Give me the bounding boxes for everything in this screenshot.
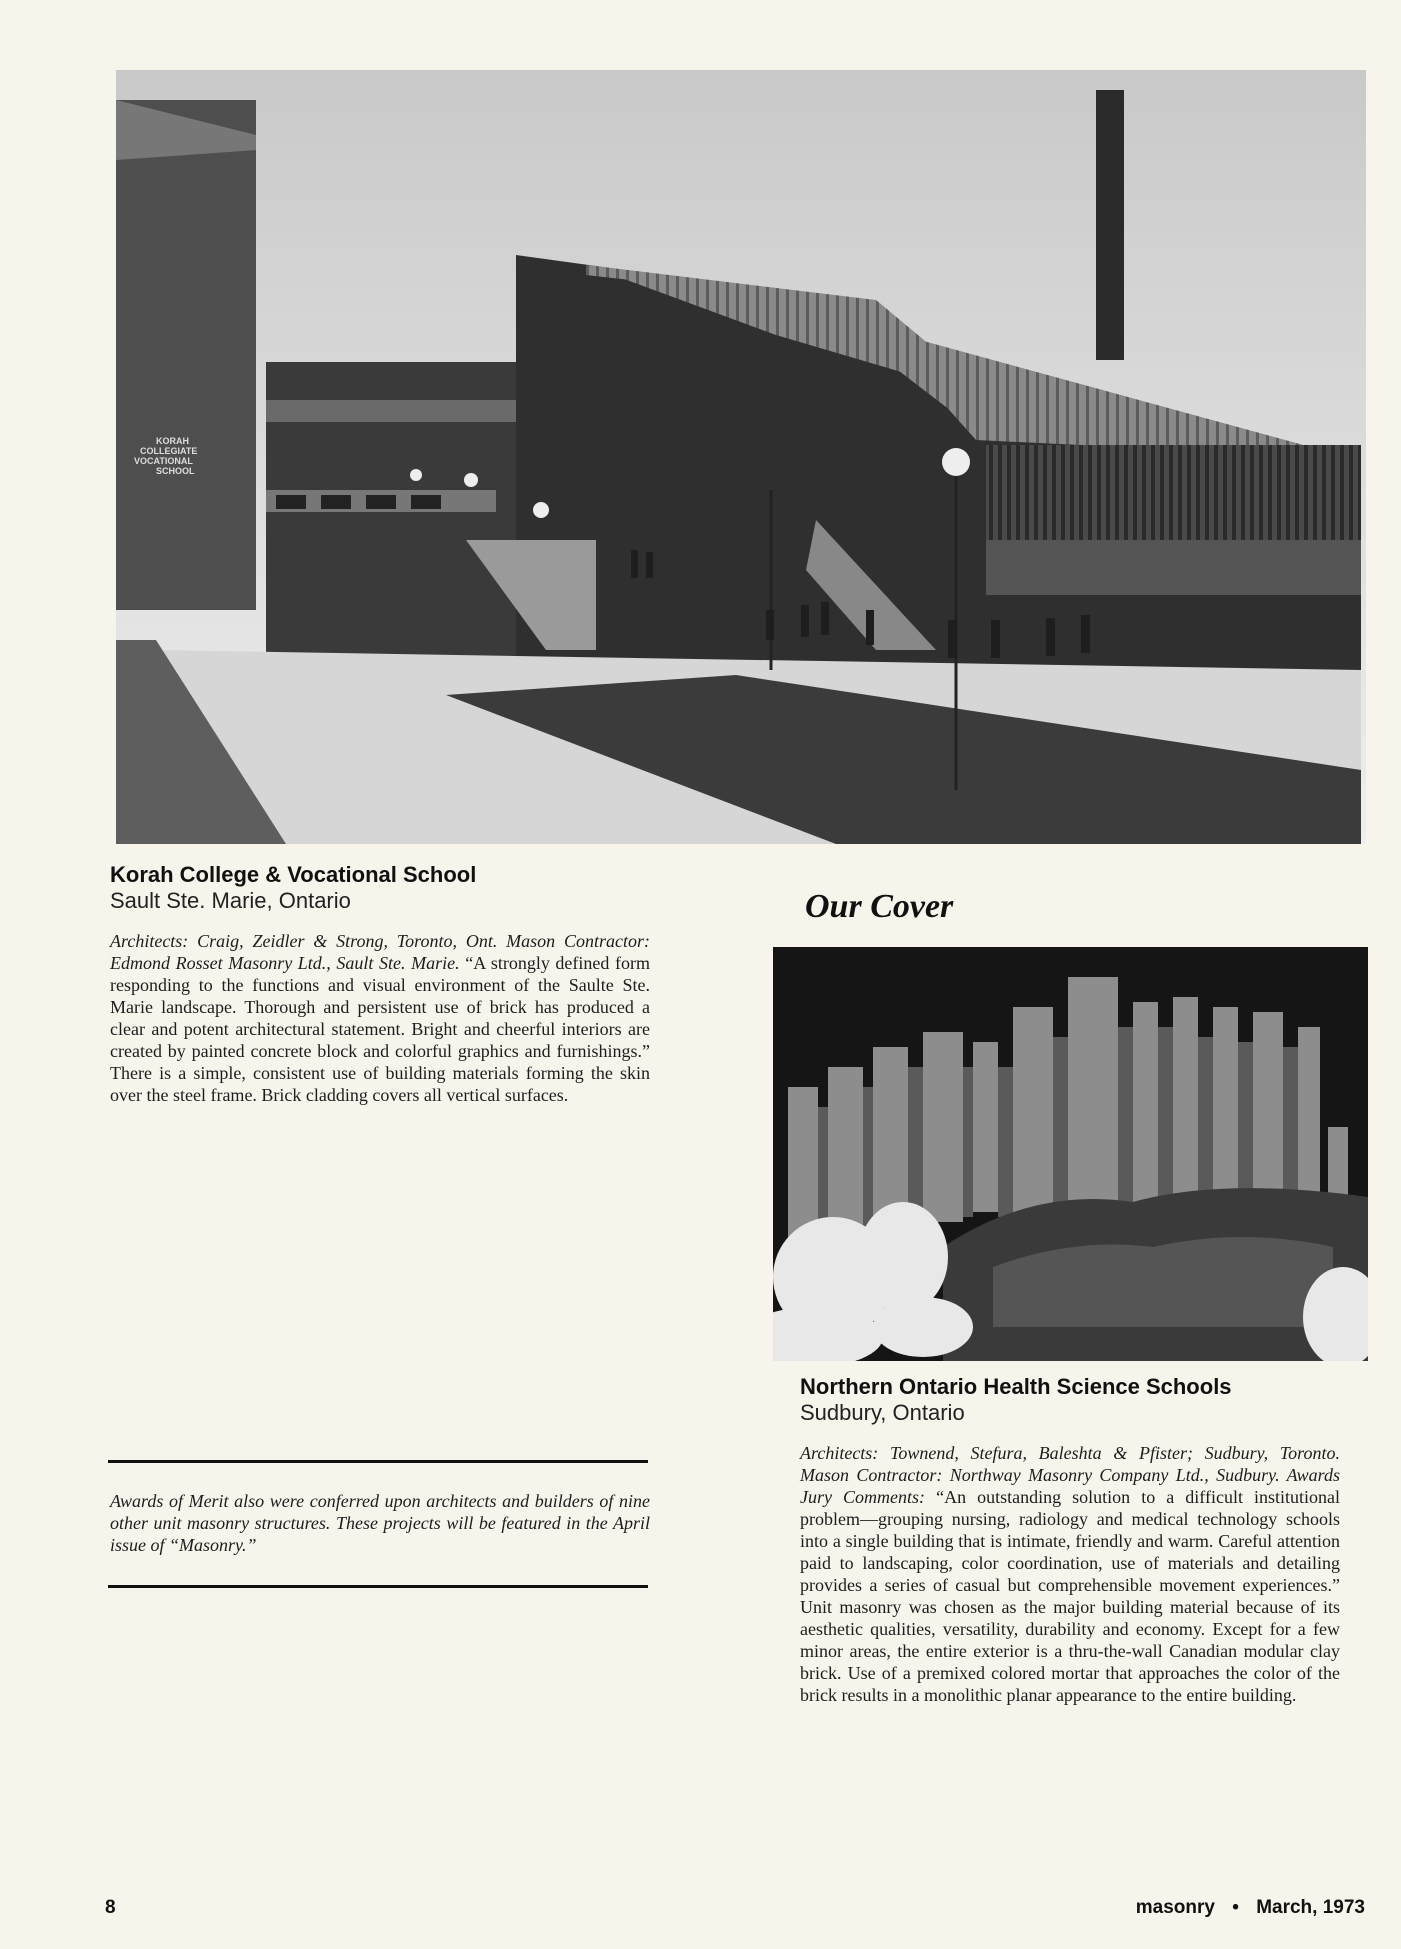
magazine-name: masonry — [1135, 1897, 1215, 1918]
korah-body — [110, 930, 650, 1106]
cover-body — [800, 1442, 1340, 1706]
korah-location: Sault Ste. Marie, Ontario — [110, 888, 351, 913]
awards-note-text: Awards of Merit also were conferred upon architects and builders of nine other unit masonry structures. These projects will be featured in the April issue of “Masonry.” — [110, 1491, 650, 1555]
cover-title: Northern Ontario Health Science Schools — [800, 1374, 1232, 1399]
korah-title: Korah College & Vocational School — [110, 862, 477, 887]
issue-date: March, 1973 — [1256, 1897, 1365, 1918]
korah-school-photo — [116, 70, 1366, 844]
korah-description: “A strongly defined form responding to the functions and visual environment of the Saulte Ste. Marie landscape. Thorough and persistent use of brick has produced a clear and potent architectural statement. Bright and cheerful interiors are created by painted concrete block and colorful graphics and furnishings.” There is a simple, consistent use of building materials forming the skin over the steel frame. Brick cladding covers all vertical surfaces. — [110, 953, 650, 1105]
cover-photo — [773, 947, 1368, 1361]
footer-bullet: • — [1232, 1897, 1239, 1918]
divider-bottom — [108, 1585, 648, 1588]
cover-heading: Our Cover — [805, 888, 954, 925]
sign-line: SCHOOL — [156, 466, 195, 476]
page-number: 8 — [105, 1897, 116, 1918]
korah-school-illustration — [116, 70, 1366, 844]
cover-description: “An outstanding solution to a difficult institutional problem—grouping nursing, radiology and medical technology schools into a single building that is intimate, friendly and warm. Careful attention paid to landscaping, color coordination, use of materials and detailing provides a series of casual but comprehensible movement experiences.” Unit masonry was chosen as the major building material because of its aesthetic qualities, versatility, durability and economy. Except for a few minor areas, the entire exterior is a thru-the-wall Canadian modular clay brick. Use of a premixed colored mortar that approaches the color of the brick results in a monolithic planar appearance to the entire building. — [800, 1487, 1340, 1705]
sign-line: COLLEGIATE — [140, 446, 198, 456]
korah-credits: Architects: Craig, Zeidler & Strong, Toronto, Ont. Mason Contractor: Edmond Rosset Masonry Ltd., Sault Ste. Marie. — [110, 931, 650, 973]
sign-line: VOCATIONAL — [134, 456, 193, 466]
health-science-illustration — [773, 947, 1368, 1361]
cover-credits: Architects: Townend, Stefura, Baleshta & Pfister; Sudbury, Toronto. Mason Contractor: Northway Masonry Company Ltd., Sudbury. Awards Jury Comments: — [800, 1443, 1340, 1507]
divider-top — [108, 1460, 648, 1463]
cover-location: Sudbury, Ontario — [800, 1400, 965, 1425]
footer-issue — [1080, 1897, 1365, 1919]
sign-line: KORAH — [156, 436, 189, 446]
awards-note — [110, 1490, 650, 1556]
